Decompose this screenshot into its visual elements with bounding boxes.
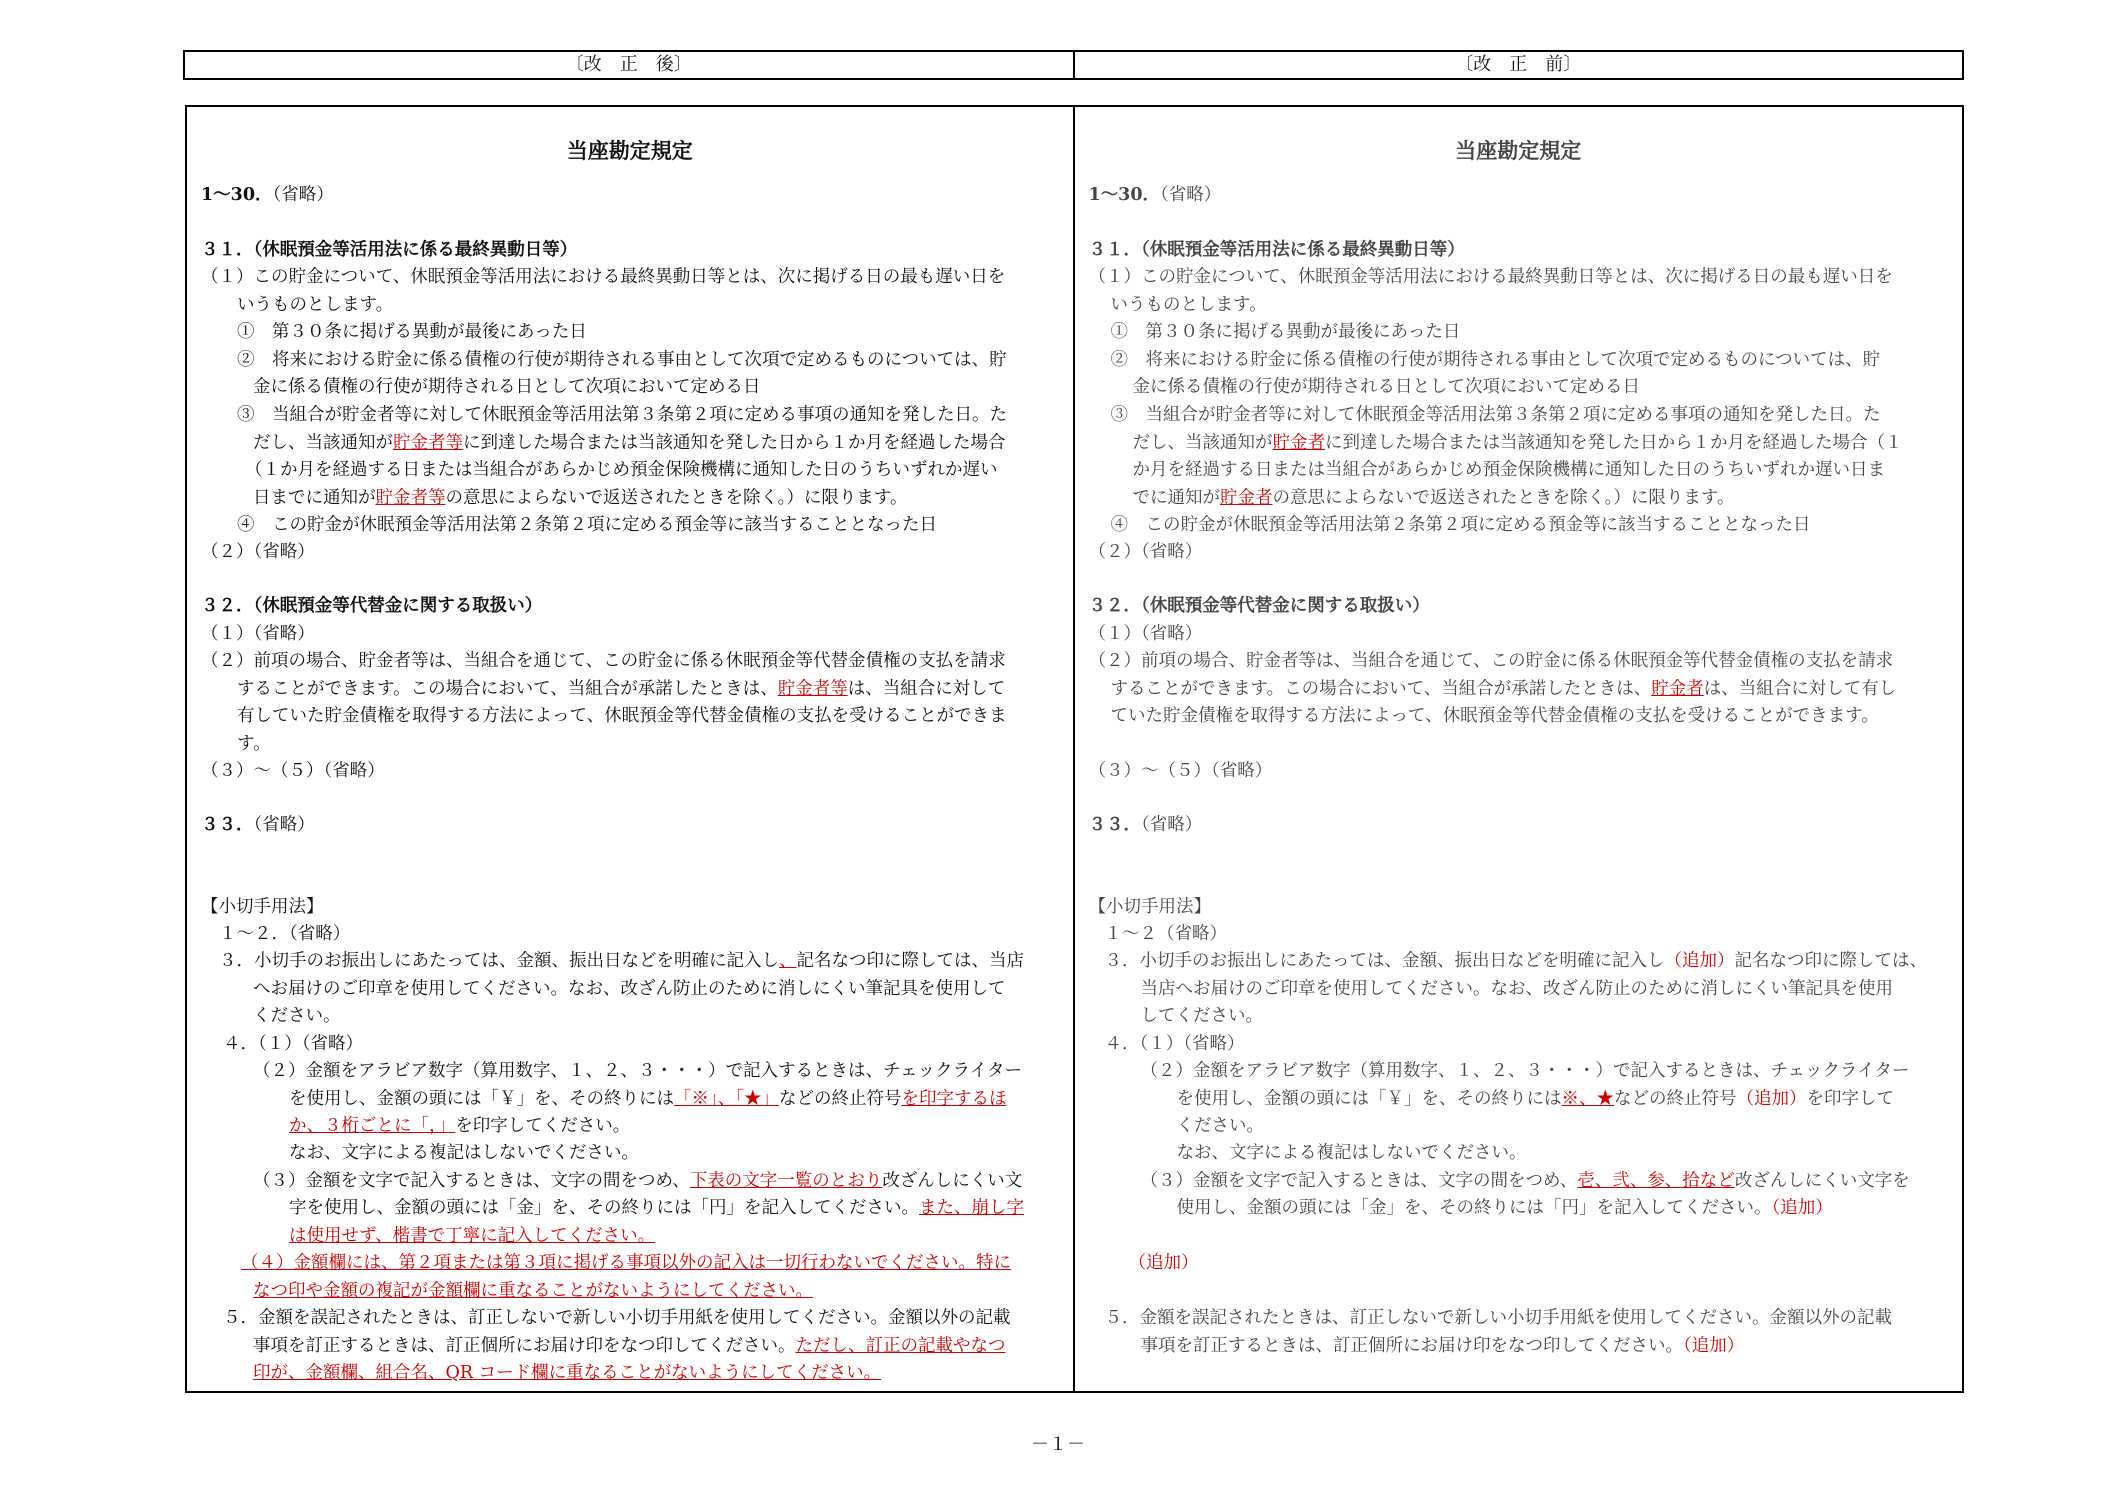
text-line: （３）～（５）（省略） <box>201 761 385 781</box>
text-line: か月を経過する日または当組合があらかじめ預金保険機構に通知した日のうちいずれか遅い日ま <box>1132 460 1885 480</box>
header-after: 〔改 正 後〕 <box>185 52 1075 78</box>
text-line: ② 将来における貯金に係る債権の行使が期待される事由として次項で定めるものについては、貯 <box>1110 350 1881 370</box>
text-line: （２）前項の場合、貯金者等は、当組合を通じて、この貯金に係る休眠預金等代替金債権の支払を請求 <box>201 651 1006 671</box>
text-line: （３）～（５）（省略） <box>1088 761 1273 781</box>
text-line: 事項を訂正するときは、訂正個所にお届け印をなつ印してください。（追加） <box>1140 1336 1745 1356</box>
text-line: でに通知が貯金者の意思によらないで返送されたときを除く。）に限ります。 <box>1132 488 1735 508</box>
text-line: ください。 <box>253 1006 341 1026</box>
text-line: （２）前項の場合、貯金者等は、当組合を通じて、この貯金に係る休眠預金等代替金債権の支払を請求 <box>1088 651 1894 671</box>
text-line: （２）（省略） <box>201 542 315 562</box>
text-line: す。 <box>237 734 271 754</box>
text-line: は使用せず、楷書で丁寧に記入してください。 <box>289 1226 656 1246</box>
text-line: することができます。この場合において、当組合が承諾したときは、貯金者等は、当組合に対して <box>237 679 1006 699</box>
text-line: 1～30．（省略） <box>201 185 334 205</box>
text-line: ４．（１）（省略） <box>223 1034 363 1054</box>
text-line: へお届けのご印章を使用してください。なお、改ざん防止のために消しにくい筆記具を使用して <box>253 979 1006 999</box>
text-line: ください。 <box>1176 1116 1264 1136</box>
text-line: 当店へお届けのご印章を使用してください。なお、改ざん防止のために消しにくい筆記具を使用 <box>1140 979 1893 999</box>
text-line: を使用し、金額の頭には「￥」を、その終りには※、★などの終止符号（追加）を印字して <box>1176 1089 1894 1109</box>
text-line: してください。 <box>1140 1006 1263 1026</box>
text-line: いうものとします。 <box>1110 295 1267 315</box>
text-line: （３）金額を文字で記入するときは、文字の間をつめ、壱、弐、参、拾など改ざんしにくい文字を <box>1140 1171 1910 1191</box>
text-line: ていた貯金債権を取得する方法によって、休眠預金等代替金債権の支払を受けることができます。 <box>1110 706 1879 726</box>
text-line: ④ この貯金が休眠預金等活用法第２条第２項に定める預金等に該当することとなった日 <box>237 515 937 535</box>
text-line: ４．（１）（省略） <box>1104 1034 1245 1054</box>
text-line: 【小切手用法】 <box>1088 897 1211 917</box>
text-line: ① 第３０条に掲げる異動が最後にあった日 <box>237 322 587 342</box>
before-column <box>1075 107 1963 1391</box>
text-line: 【小切手用法】 <box>201 897 324 917</box>
text-line: ③ 当組合が貯金者等に対して休眠預金等活用法第３条第２項に定める事項の通知を発した日。た <box>237 405 1007 425</box>
header-before: 〔改 正 前〕 <box>1455 54 1582 75</box>
text-line: なお、文字による複記はしないでください。 <box>289 1143 639 1163</box>
text-line: ３３．（省略） <box>201 815 315 835</box>
article-heading: ３１．（休眠預金等活用法に係る最終異動日等） <box>1088 240 1465 260</box>
text-line: （２）金額をアラビア数字（算用数字、１、２、３・・・）で記入するときは、チェックライター <box>1140 1061 1910 1081</box>
text-line: （１）この貯金について、休眠預金等活用法における最終異動日等とは、次に掲げる日の最も遅い日を <box>201 267 1006 287</box>
text-line: か、３桁ごとに「，」を印字してください。 <box>289 1116 631 1136</box>
text-line: することができます。この場合において、当組合が承諾したときは、貯金者は、当組合に対して有し <box>1110 679 1897 699</box>
text-line: （追加） <box>1128 1253 1199 1273</box>
after-column <box>187 107 1075 1391</box>
text-line: ３．小切手のお振出しにあたっては、金額、振出日などを明確に記入し（追加）記名なつ印に際しては、 <box>1104 951 1927 971</box>
text-line: ② 将来における貯金に係る債権の行使が期待される事由として次項で定めるものについては、貯 <box>237 350 1007 370</box>
text-line: ③ 当組合が貯金者等に対して休眠預金等活用法第３条第２項に定める事項の通知を発した日。た <box>1110 405 1881 425</box>
text-line: を使用し、金額の頭には「￥」を、その終りには「※」、「★」などの終止符号を印字するほ <box>289 1089 1007 1109</box>
text-line: だし、当該通知が貯金者に到達した場合または当該通知を発した日から１か月を経過した場合（１ <box>1132 433 1903 453</box>
text-line: なつ印や金額の複記が金額欄に重なることがないようにしてください。 <box>253 1281 813 1301</box>
text-line: 日までに通知が貯金者等の意思によらないで返送されたときを除く。）に限ります。 <box>253 488 908 508</box>
text-line: （１）（省略） <box>1088 624 1203 644</box>
text-line: いうものとします。 <box>237 295 394 315</box>
text-line: （１か月を経過する日または当組合があらかじめ預金保険機構に通知した日のうちいずれか遅い <box>245 460 998 480</box>
text-line: （４）金額欄には、第２項または第３項に掲げる事項以外の記入は一切行わないでください。特に <box>241 1253 1011 1273</box>
text-line: ３．小切手のお振出しにあたっては、金額、振出日などを明確に記入し、記名なつ印に際しては、当店 <box>219 951 1024 971</box>
text-line: 字を使用し、金額の頭には「金」を、その終りには「円」を記入してください。また、崩し字 <box>289 1198 1024 1218</box>
comparison-table <box>185 105 1964 1393</box>
text-line: ３３．（省略） <box>1088 815 1203 835</box>
section-title: 当座勘定規定 <box>1455 138 1582 163</box>
text-line: 金に係る債権の行使が期待される日として次項において定める日 <box>253 377 761 397</box>
page-number: －１－ <box>1031 1434 1085 1455</box>
text-line: 1～30．（省略） <box>1088 185 1222 205</box>
text-line: ５．金額を誤記されたときは、訂正しないで新しい小切手用紙を使用してください。金額以外の記載 <box>1104 1308 1892 1328</box>
text-line: なお、文字による複記はしないでください。 <box>1176 1143 1527 1163</box>
text-line: 使用し、金額の頭には「金」を、その終りには「円」を記入してください。（追加） <box>1176 1198 1833 1218</box>
text-line: ④ この貯金が休眠預金等活用法第２条第２項に定める預金等に該当することとなった日 <box>1110 515 1811 535</box>
text-line: 有していた貯金債権を取得する方法によって、休眠預金等代替金債権の支払を受けることができま <box>237 706 1007 726</box>
text-line: （２）（省略） <box>1088 542 1203 562</box>
text-line: （２）金額をアラビア数字（算用数字、１、２、３・・・）で記入するときは、チェックライター <box>253 1061 1022 1081</box>
article-heading: ３１．（休眠預金等活用法に係る最終異動日等） <box>201 240 578 260</box>
article-heading: ３２．（休眠預金等代替金に関する取扱い） <box>1088 596 1430 616</box>
comparison-header <box>183 50 1964 80</box>
text-line: ① 第３０条に掲げる異動が最後にあった日 <box>1110 322 1461 342</box>
text-line: 印が、金額欄、組合名、QR コード欄に重なることがないようにしてください。 <box>253 1363 882 1383</box>
text-line: （１）（省略） <box>201 624 315 644</box>
article-heading: ３２．（休眠預金等代替金に関する取扱い） <box>201 596 543 616</box>
text-line: （１）この貯金について、休眠預金等活用法における最終異動日等とは、次に掲げる日の最も遅い日を <box>1088 267 1893 287</box>
text-line: だし、当該通知が貯金者等に到達した場合または当該通知を発した日から１か月を経過した場合 <box>253 433 1006 453</box>
text-line: ５．金額を誤記されたときは、訂正しないで新しい小切手用紙を使用してください。金額以外の記載 <box>223 1308 1011 1328</box>
text-line: １～２（省略） <box>1104 924 1227 944</box>
text-line: 事項を訂正するときは、訂正個所にお届け印をなつ印してください。ただし、訂正の記載やなつ <box>253 1336 1006 1356</box>
text-line: 金に係る債権の行使が期待される日として次項において定める日 <box>1132 377 1640 397</box>
text-line: （３）金額を文字で記入するときは、文字の間をつめ、下表の文字一覧のとおり改ざんしにくい文 <box>253 1171 1023 1191</box>
text-line: １～２．（省略） <box>219 924 351 944</box>
section-title: 当座勘定規定 <box>566 138 693 163</box>
